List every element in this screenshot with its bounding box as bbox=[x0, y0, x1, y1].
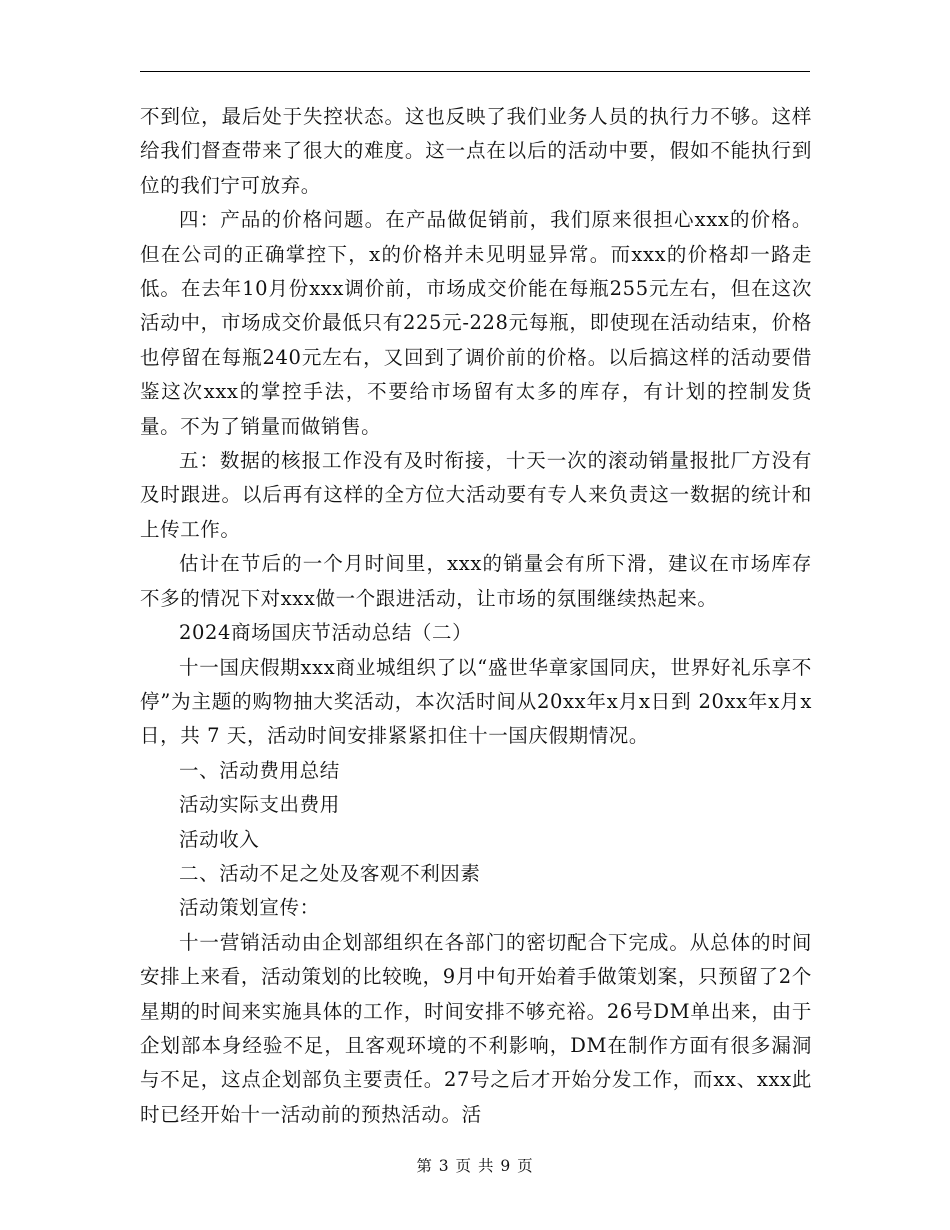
paragraph: 五：数据的核报工作没有及时衔接，十天一次的滚动销量报批厂方没有及时跟进。以后再有这样的全方位大活动要有专人来负责这一数据的统计和上传工作。 bbox=[140, 449, 812, 541]
paragraph: 不到位，最后处于失控状态。这也反映了我们业务人员的执行力不够。这样给我们督查带来了很大的难度。这一点在以后的活动中要，假如不能执行到位的我们宁可放弃。 bbox=[140, 105, 812, 197]
list-item: 活动策划宣传： bbox=[179, 896, 320, 920]
document-body bbox=[140, 100, 812, 1132]
section-heading: 2024商场国庆节活动总结（二） bbox=[179, 621, 473, 645]
list-item: 活动收入 bbox=[179, 827, 260, 851]
paragraph: 十一国庆假期xxx商业城组织了以“盛世华章家国同庆，世界好礼乐享不停”为主题的购物抽大奖活动，本次活时间从20xx年x月x日到 20xx年x月x日，共 7 天，活动时间安排紧紧扣住十一国庆假期情况。 bbox=[140, 655, 812, 748]
subheading: 一、活动费用总结 bbox=[179, 758, 340, 782]
paragraph: 四：产品的价格问题。在产品做促销前，我们原来很担心xxx的价格。但在公司的正确掌控下，x的价格并未见明显异常。而xxx的价格却一路走低。在去年10月份xxx调价前，市场成交价能在每瓶255元左右，但在这次活动中，市场成交价最低只有225元-228元每瓶，即使现在活动结束，价格也停留在每瓶240元左右，又回到了调价前的价格。以后搞这样的活动要借鉴这次xxx的掌控手法，不要给市场留有太多的库存，有计划的控制发货量。不为了销量而做销售。 bbox=[140, 208, 812, 438]
subheading: 二、活动不足之处及客观不利因素 bbox=[179, 861, 481, 885]
paragraph: 估计在节后的一个月时间里，xxx的销量会有所下滑，建议在市场库存不多的情况下对xxx做一个跟进活动，让市场的氛围继续热起来。 bbox=[140, 552, 812, 610]
header-rule bbox=[140, 71, 810, 72]
page-number-footer: 第 3 页 共 9 页 bbox=[416, 1157, 534, 1175]
paragraph: 十一营销活动由企划部组织在各部门的密切配合下完成。从总体的时间安排上来看，活动策划的比较晚，9月中旬开始着手做策划案，只预留了2个星期的时间来实施具体的工作，时间安排不够充裕。26号DM单出来，由于企划部本身经验不足，且客观环境的不利影响，DM在制作方面有很多漏洞与不足，这点企划部负主要责任。27号之后才开始分发工作，而xx、xxx此时已经开始十一活动前的预热活动。活 bbox=[140, 930, 812, 1126]
list-item: 活动实际支出费用 bbox=[179, 793, 340, 817]
